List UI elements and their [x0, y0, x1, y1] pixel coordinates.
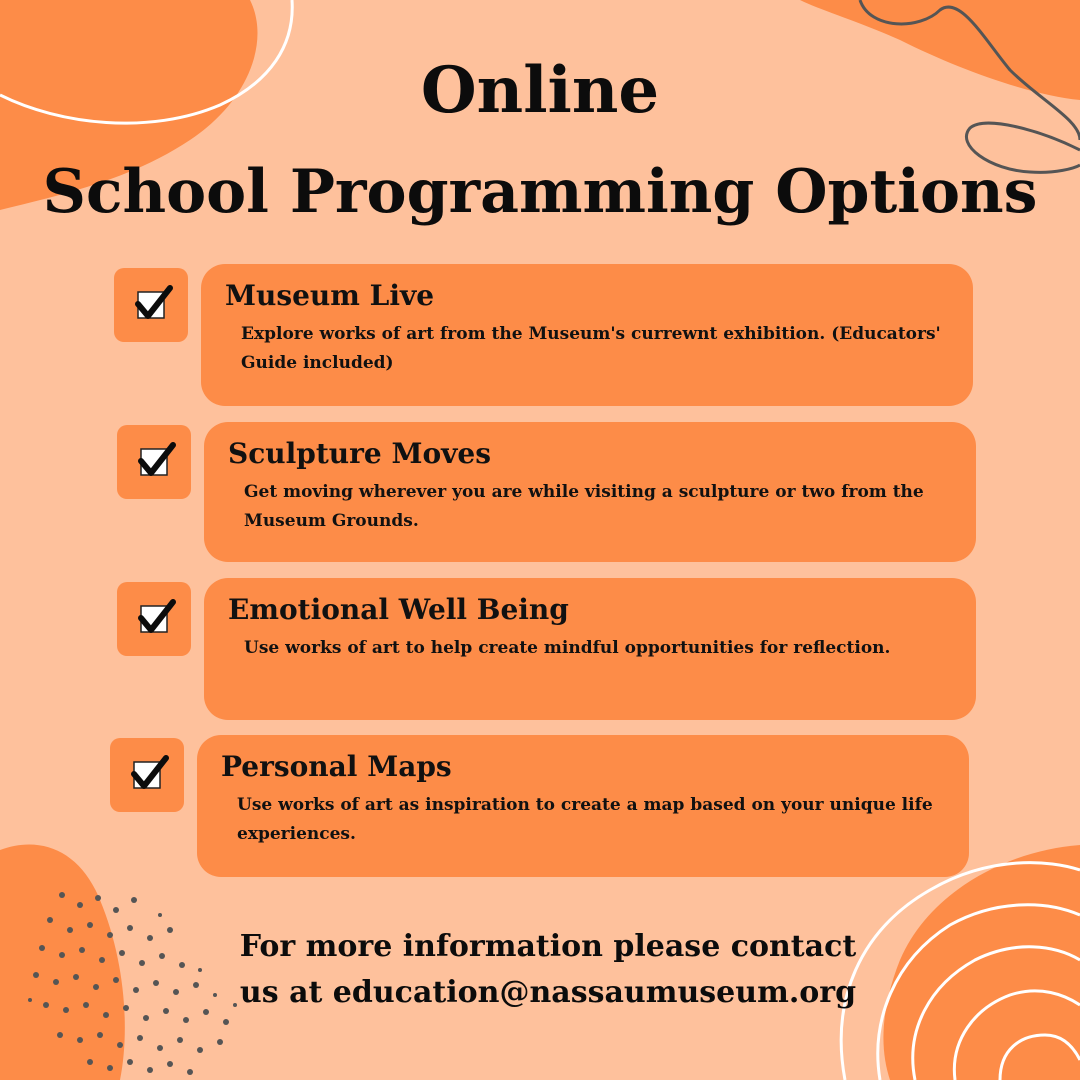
option-description: Use works of art to help create mindful opportunities for reflection. — [244, 638, 891, 658]
checkbox-museum-live[interactable] — [114, 268, 188, 342]
checked-box-icon — [117, 582, 191, 656]
option-title: Sculpture Moves — [228, 437, 491, 470]
title-line-1: Online — [420, 53, 660, 128]
title-line-2: School Programming Options — [42, 157, 1038, 227]
contact-line-2[interactable]: us at education@nassaumuseum.org — [239, 975, 857, 1010]
contact-info — [0, 924, 1080, 1016]
option-description: Get moving wherever you are while visiting a sculpture or two from the Museum Grounds. — [244, 482, 924, 531]
contact-line-1: For more information please contact — [239, 929, 857, 964]
option-card-personal-maps — [197, 735, 969, 877]
checkbox-emotional-well-being[interactable] — [117, 582, 191, 656]
option-title: Museum Live — [225, 279, 435, 312]
option-description: Explore works of art from the Museum's currewnt exhibition. (Educators' Guide included) — [241, 324, 941, 373]
checked-box-icon — [110, 738, 184, 812]
option-title: Personal Maps — [221, 750, 452, 783]
checkbox-personal-maps[interactable] — [110, 738, 184, 812]
option-title: Emotional Well Being — [228, 593, 569, 626]
option-description: Use works of art as inspiration to create a map based on your unique life experiences. — [237, 795, 933, 844]
checked-box-icon — [114, 268, 188, 342]
option-card-sculpture-moves — [204, 422, 976, 562]
checkbox-sculpture-moves[interactable] — [117, 425, 191, 499]
option-card-emotional-well-being — [204, 578, 976, 720]
option-card-museum-live — [201, 264, 973, 406]
checked-box-icon — [117, 425, 191, 499]
